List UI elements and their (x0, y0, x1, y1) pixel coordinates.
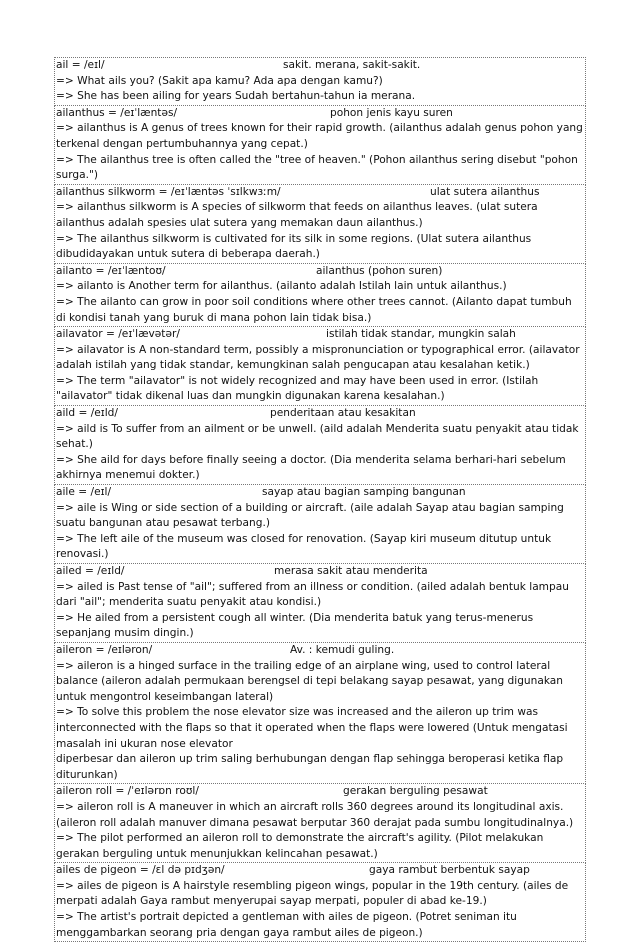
dictionary-entry (54, 185, 586, 264)
entry-example-line: => To solve this problem the nose elevator size was increased and the aileron up trim was interconnected with the flaps so that it operated when the flaps were lowered (Untuk mengatasi masalah ini ukuran nose elevator (56, 706, 568, 750)
entry-meaning: Av. : kemudi guling. (290, 643, 395, 656)
entry-header (55, 485, 585, 501)
entry-term: ailes de pigeon = /ɛl də pɪdʒən/ (56, 864, 225, 877)
entry-meaning: ailanthus (pohon suren) (316, 264, 443, 277)
entry-example-line: => The pilot performed an aileron roll to demonstrate the aircraft's agility. (Pilot melakukan gerakan berguling untuk menunjukkan kelincahan pesawat.) (56, 832, 544, 860)
entry-example-line: => She has been ailing for years Sudah bertahun-tahun ia merana. (56, 90, 416, 103)
entry-example-line: => She aild for days before finally seeing a doctor. (Dia menderita selama berhari-hari sebelum akhirnya menemui dokter.) (56, 453, 566, 482)
entry-example-line: => The term "ailavator" is not widely recognized and may have been used in error. (Istilah "ailavator" tidak dikenal luas dan mungkin digunakan karena kesalahan.) (56, 374, 539, 403)
entry-term: aileron = /eɪləron/ (56, 643, 153, 656)
entry-example-line: => ailanthus is A genus of trees known for their rapid growth. (ailanthus adalah genus pohon yang terkenal dengan pertumbuhannya yang cepat.) (56, 122, 583, 150)
entry-example-line: => The ailanto can grow in poor soil conditions where other trees cannot. (Ailanto dapat tumbuh di kondisi tanah yang buruk di mana pohon lain tidak bisa.) (56, 295, 572, 324)
entry-example-line: => The ailanthus tree is often called the "tree of heaven." (Pohon ailanthus sering disebut "pohon surga.") (56, 153, 578, 182)
entry-meaning: ulat sutera ailanthus (430, 185, 540, 198)
dictionary-entry (54, 784, 586, 863)
entry-example-line: => The left aile of the museum was closed for renovation. (Sayap kiri museum ditutup untuk renovasi.) (56, 532, 552, 561)
dictionary-entry (54, 264, 586, 327)
entry-example-line: => The ailanthus silkworm is cultivated for its silk in some regions. (Ulat sutera ailanthus dibudidayakan untuk sutera di beberapa daerah.) (56, 232, 532, 261)
entry-header (55, 643, 585, 659)
entry-meaning: penderitaan atau kesakitan (270, 407, 416, 420)
entry-header (55, 863, 585, 879)
dictionary-entry (54, 643, 586, 784)
dictionary-entry (54, 327, 586, 406)
entry-meaning: gerakan berguling pesawat (343, 785, 488, 798)
entry-term: ailavator = /eɪˈlævətər/ (56, 328, 180, 341)
entry-term: aileron roll = /ˈeɪlərɒn roʊl/ (56, 785, 199, 798)
dictionary-entry (54, 406, 586, 485)
entry-meaning: gaya rambut berbentuk sayap (369, 864, 530, 877)
entry-example-line: => ailed is Past tense of "ail"; suffered from an illness or condition. (ailed adalah bentuk lampau dari "ail"; menderita suatu penyakit atau kondisi.) (56, 580, 569, 609)
entry-header (55, 564, 585, 580)
entry-term: aile = /eɪl/ (56, 486, 112, 499)
entry-example-line: => ailes de pigeon is A hairstyle resembling pigeon wings, popular in the 19th century. (ailes de merpati adalah Gaya rambut menyerupai sayap merpati, populer di abad ke-19.) (56, 879, 569, 908)
entry-meaning: merasa sakit atau menderita (274, 565, 428, 577)
entry-term: ailanto = /eɪˈlæntoʊ/ (56, 264, 166, 277)
dictionary-document (54, 57, 586, 942)
entry-example-line: => He ailed from a persistent cough all winter. (Dia menderita batuk yang terus-menerus sepanjang musim dingin.) (56, 611, 534, 640)
entry-header (55, 264, 585, 280)
entry-term: ail = /eɪl/ (56, 59, 105, 71)
entry-example-line: => aile is Wing or side section of a building or aircraft. (aile adalah Sayap atau bagian samping suatu bangunan atau pesawat terbang.) (56, 501, 564, 530)
entry-example-line: diperbesar dan aileron up trim saling berhubungan dengan flap sehingga beroperasi ketika flap diturunkan) (56, 753, 564, 781)
entry-term: aild = /eɪld/ (56, 407, 118, 420)
entry-example-line: => The artist's portrait depicted a gentleman with ailes de pigeon. (Potret seniman itu menggambarkan seorang pria dengan gaya rambut ailes de pigeon.) (56, 911, 517, 939)
entry-meaning: istilah tidak standar, mungkin salah (326, 328, 516, 341)
entry-header (55, 784, 585, 800)
entry-header (55, 185, 585, 201)
entry-header (55, 327, 585, 343)
entry-example-line: => aileron is a hinged surface in the trailing edge of an airplane wing, used to control lateral balance (aileron adalah permukaan berengsel di tepi belakang sayap pesawat, yang digunakan untuk mengontrol keseimbangan lateral) (56, 659, 564, 703)
entry-example-line: => ailanto is Another term for ailanthus. (ailanto adalah Istilah lain untuk ailanthus.) (56, 280, 507, 293)
dictionary-entry (54, 57, 586, 106)
dictionary-entry (54, 485, 586, 564)
entry-term: ailanthus silkworm = /eɪˈlæntəs ˈsɪlkwɜːm/ (56, 185, 281, 198)
entry-example-line: => What ails you? (Sakit apa kamu? Ada apa dengan kamu?) (56, 74, 383, 87)
entry-meaning: pohon jenis kayu suren (330, 106, 453, 119)
entry-example-line: => ailavator is A non-standard term, possibly a mispronunciation or typographical error. (ailavator adalah istilah yang tidak standar, kemungkinan salah pengucapan atau kesalahan ketik.) (56, 343, 580, 372)
entry-meaning: sayap atau bagian samping bangunan (262, 486, 466, 499)
entry-example-line: => aileron roll is A maneuver in which an aircraft rolls 360 degrees around its longitudinal axis. (aileron roll adalah manuver dimana pesawat berputar 360 derajat pada sumbu longitudinalnya.) (56, 800, 574, 829)
entry-example-line: => aild is To suffer from an ailment or be unwell. (aild adalah Menderita suatu penyakit atau tidak sehat.) (56, 422, 579, 451)
entry-header (55, 106, 585, 122)
entry-header (55, 58, 585, 74)
dictionary-entry (54, 564, 586, 643)
dictionary-entry (54, 106, 586, 185)
entry-example-line: => ailanthus silkworm is A species of silkworm that feeds on ailanthus leaves. (ulat sutera ailanthus adalah spesies ulat sutera yang memakan daun ailanthus.) (56, 201, 538, 229)
entry-term: ailed = /eɪld/ (56, 565, 125, 577)
entry-meaning: sakit. merana, sakit-sakit. (283, 59, 421, 71)
entry-header (55, 406, 585, 422)
entry-term: ailanthus = /eɪˈlæntəs/ (56, 106, 178, 119)
